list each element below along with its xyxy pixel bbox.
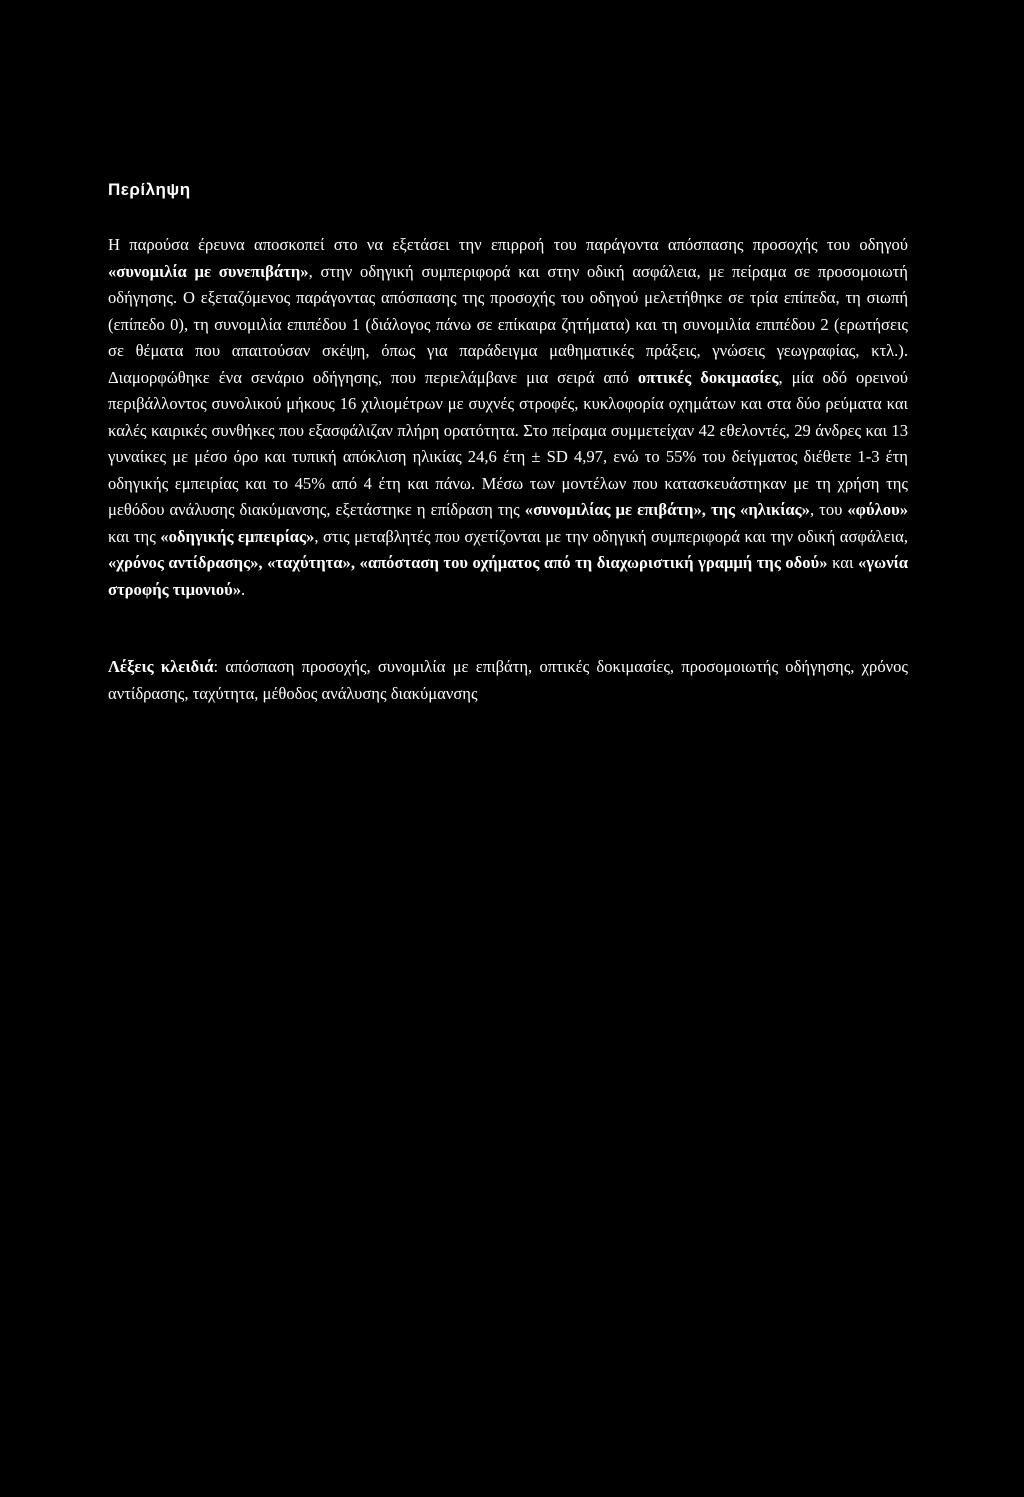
abstract-emphasis: οπτικές δοκιμασίες xyxy=(637,367,779,387)
abstract-emphasis: «φύλου» xyxy=(847,500,908,519)
abstract-text: , μία οδό ορεινού περιβάλλοντος συνολικού μήκους 16 χιλιομέτρων με συχνές στροφές, κυκλοφορία οχημάτων και στα δύο ρεύματα και καλές καιρικές συνθήκες που εξασφάλιζαν πλήρη ορατότητα. Στο πείραμα συμμετείχαν 42 εθελοντές, 29 άνδρες και 13 γυναίκες με μέσο όρο και τυπική απόκλιση ηλικίας 24,6 έτη ± SD 4,97, ενώ το 55% του δείγματος διέθετε 1-3 έτη οδηγικής εμπειρίας και το 45% από 4 έτη και πάνω. Μέσω των μοντέλων που κατασκευάστηκαν με τη χρήση της μεθόδου ανάλυσης διακύμανσης, εξετάστηκε η επίδραση της xyxy=(108,367,908,519)
abstract-text: και xyxy=(827,553,858,572)
abstract-text: , στην οδηγική συμπεριφορά και στην οδική ασφάλεια, με πείραμα σε προσομοιωτή οδήγησης. Ο εξεταζόμενος παράγοντας απόσπασης της προσοχής του οδηγού μελετήθηκε σε τρία επίπεδα, τη σιωπή (επίπεδο 0), τη συνομιλία επιπέδου 1 (διάλογος πάνω σε επίκαιρα ζητήματα) και τη συνομιλία επιπέδου 2 (ερωτήσεις σε θέματα που απαιτούσαν σκέψη, όπως για παράδειγμα μαθηματικές πράξεις, γνώσεις γεωγραφίας, κτλ.). Διαμορφώθηκε ένα σενάριο οδήγησης, που περιελάμβανε μια σειρά από xyxy=(108,261,908,387)
abstract-text: και της xyxy=(108,526,161,546)
abstract-emphasis: «οδηγικής εμπειρίας» xyxy=(160,526,315,546)
abstract-emphasis: «γωνία στροφής τιμονιού» xyxy=(108,553,909,599)
abstract-emphasis: «χρόνος αντίδρασης», «ταχύτητα», «απόσταση του οχήματος από τη διαχωριστική γραμμή της οδού» xyxy=(108,553,828,572)
abstract-emphasis: «συνομιλία με συνεπιβάτη» xyxy=(108,261,309,281)
abstract-text: . xyxy=(241,579,246,599)
abstract-emphasis: «συνομιλίας με επιβάτη», της «ηλικίας» xyxy=(524,500,810,519)
keywords-label: Λέξεις κλειδιά xyxy=(108,657,214,676)
keywords-section xyxy=(108,653,908,707)
abstract-paragraph xyxy=(108,232,908,603)
abstract-heading: Περίληψη xyxy=(108,180,191,199)
abstract-text: , του xyxy=(809,500,848,519)
abstract-text: , στις μεταβλητές που σχετίζονται με την οδηγική συμπεριφορά και την οδική ασφάλεια, xyxy=(314,526,908,546)
document-page xyxy=(108,178,908,707)
keywords-text: : απόσπαση προσοχής, συνομιλία με επιβάτη, οπτικές δοκιμασίες, προσομοιωτής οδήγησης, χρόνος αντίδρασης, ταχύτητα, μέθοδος ανάλυσης διακύμανσης xyxy=(108,657,908,703)
abstract-text: Η παρούσα έρευνα αποσκοπεί στο να εξετάσει την επιρροή του παράγοντα απόσπασης προσοχής του οδηγού xyxy=(108,235,908,254)
